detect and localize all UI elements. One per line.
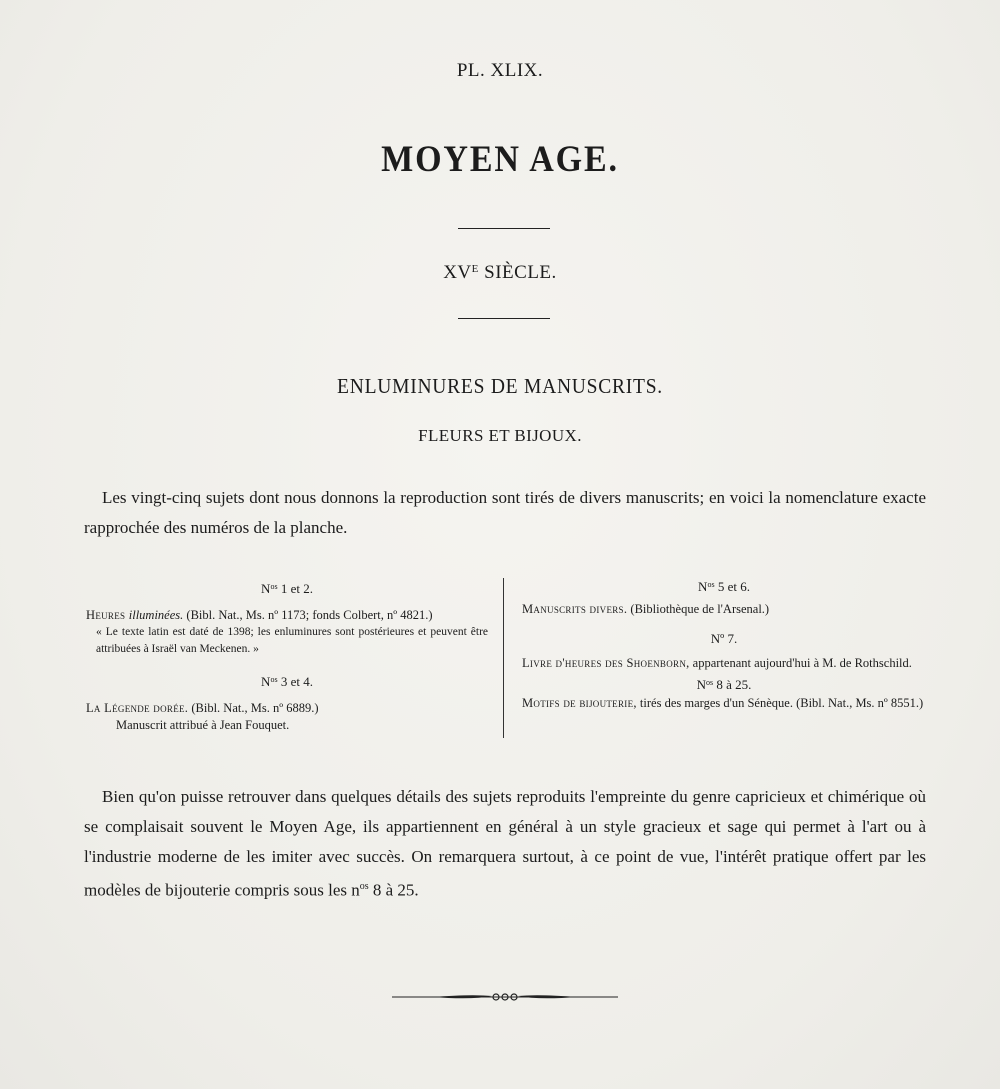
closing-superscript: os [359, 881, 369, 892]
section-title: ENLUMINURES DE MANUSCRITS. [337, 374, 663, 398]
left-column [86, 578, 488, 734]
plate-numbers-8-25 [522, 674, 926, 693]
num-rest: 3 et 4. [277, 674, 313, 689]
entry-title: La Légende dorée. [86, 701, 189, 715]
entry-title: Livre d'heures des Shoenborn, [522, 656, 690, 670]
closing-text-end: 8 à 25. [368, 880, 419, 900]
entry-title: Manuscrits divers. [522, 602, 628, 616]
plate-numbers-5-6 [522, 576, 926, 595]
num-prefix: N [696, 677, 706, 692]
fleuron-ornament-icon [392, 988, 618, 1006]
num-prefix: N [698, 579, 708, 594]
section-subtitle: FLEURS ET BIJOUX. [418, 426, 582, 445]
entry-title: Motifs de bijouterie, [522, 696, 637, 710]
century-word: SIÈCLE. [484, 262, 557, 283]
century-roman: XV [443, 262, 472, 283]
num-sup: os [707, 580, 715, 589]
plate-number: PL. XLIX. [456, 60, 544, 81]
plate-numbers-3-4 [86, 671, 488, 690]
century-superscript: E [471, 263, 479, 275]
closing-text: Bien qu'on puisse retrouver dans quelques détails des sujets reproduits l'empreinte du genre capricieux et chimérique où se complaisait souvent le Moyen Age, ils appartiennent en général à un style gracieux et sage qui permet à l'art ou à l'industrie moderne de les imiter avec succès. On remarquera surtout, à ce point de vue, l'intérêt pratique offert par les modèles de bijouterie compris sous les n [84, 787, 926, 900]
num-sup: os [270, 675, 278, 684]
entry-reference: appartenant aujourd'hui à M. de Rothschild. [689, 656, 912, 670]
entry-note: « Le texte latin est daté de 1398; les enluminures sont postérieures et peuvent être attribuées à Israël van Meckenen. » [96, 626, 488, 655]
entry-legende-doree [86, 700, 488, 717]
num-rest: 5 et 6. [714, 579, 750, 594]
num-sup: os [270, 582, 278, 591]
entry-title: Heures [86, 608, 129, 622]
entry-livre-heures [522, 655, 926, 672]
entry-attribution: Manuscrit attribué à Jean Fouquet. [116, 718, 290, 732]
plate-numbers-1-2 [86, 578, 488, 597]
closing-paragraph [84, 782, 926, 906]
page-title: MOYEN AGE. [381, 139, 619, 180]
entry-italic: illuminées. [128, 608, 184, 622]
num-rest: 8 à 25. [713, 677, 752, 692]
num-rest: 1 et 2. [277, 581, 313, 596]
entry-reference: tirés des marges d'un Sénèque. (Bibl. Nat., Ms. nº 8551.) [636, 696, 924, 710]
num-prefix: N [261, 581, 271, 596]
intro-paragraph: Les vingt-cinq sujets dont nous donnons la reproduction sont tirés de divers manuscrits; en voici la nomenclature exacte rapprochée des numéros de la planche. [84, 488, 926, 537]
plate-number-7: Nº 7. [710, 631, 738, 646]
num-prefix: N [261, 674, 271, 689]
entry-reference: (Bibl. Nat., Ms. nº 6889.) [188, 701, 319, 715]
divider-rule-bottom [458, 318, 550, 319]
century-heading [0, 262, 1000, 284]
entry-manuscrits-divers [522, 601, 926, 618]
entry-motifs-bijouterie [522, 695, 926, 712]
num-sup: os [705, 678, 714, 687]
entry-reference: (Bibl. Nat., Ms. nº 1173; fonds Colbert, nº 4821.) [183, 608, 433, 622]
column-divider [503, 578, 504, 738]
right-column [522, 576, 926, 712]
divider-rule-top [458, 228, 550, 229]
entry-heures-illuminees [86, 607, 488, 624]
entry-reference: (Bibliothèque de l'Arsenal.) [627, 602, 770, 616]
